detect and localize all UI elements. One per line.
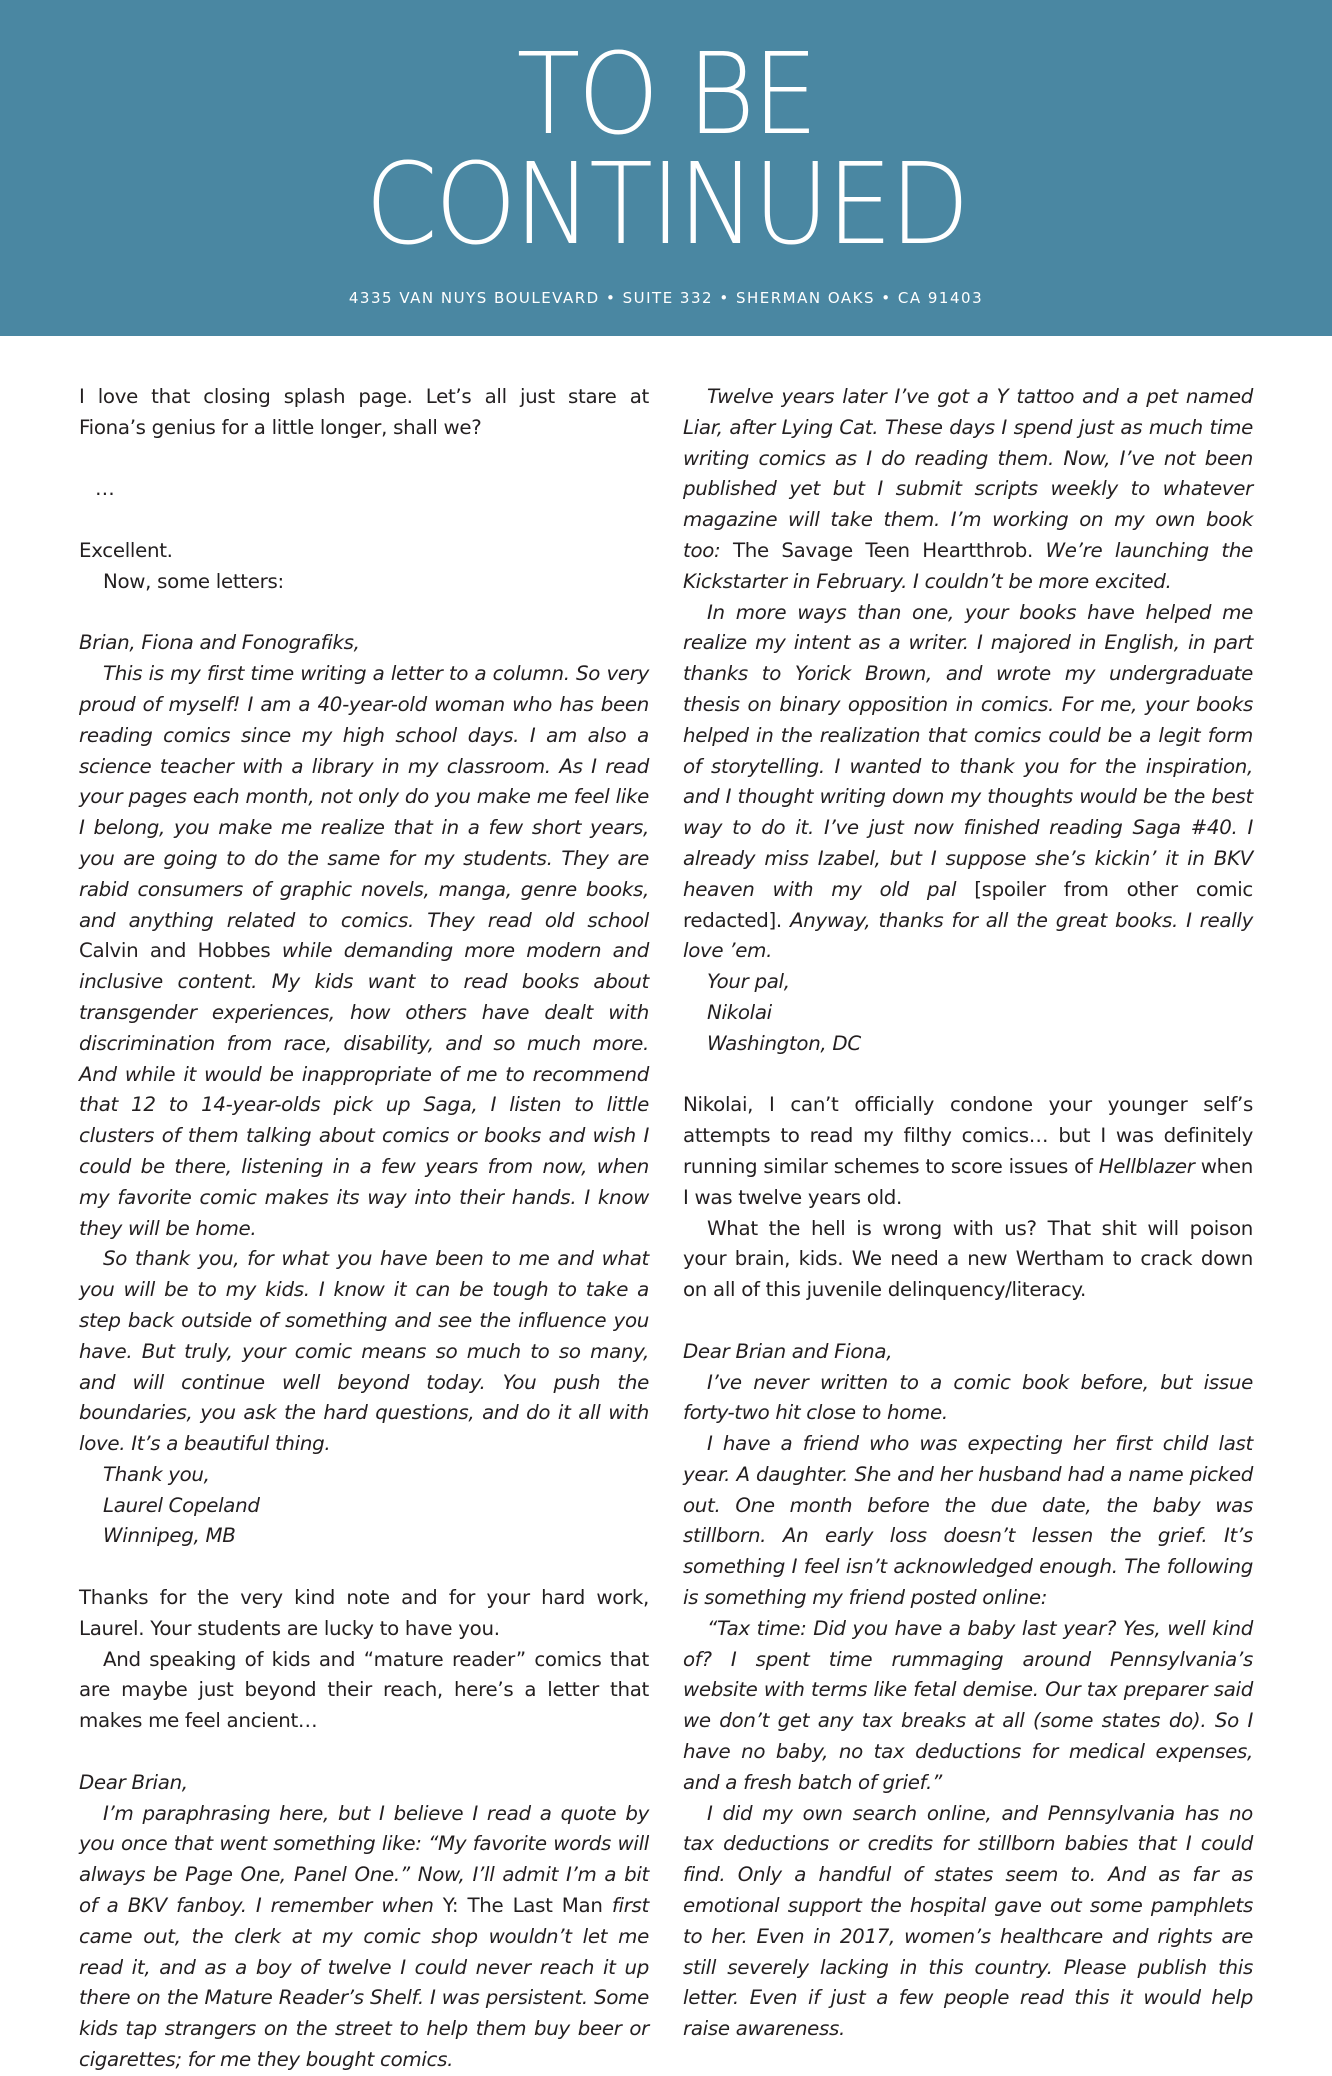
letter1-signoff: Thank you, bbox=[103, 1462, 210, 1486]
letter3-paragraph-2: I have a friend who was expecting her first child last year. A daughter. She and her husband had a name picked out. One month before the due date, the baby was stillborn. An early loss doesn’t lessen the grief. It’s something I feel isn’t acknowledged enough. The following is something my friend posted online: bbox=[683, 1432, 1253, 1610]
letter2-location: Washington, DC bbox=[707, 1031, 861, 1055]
ellipsis-pause: … bbox=[95, 477, 115, 501]
mailing-address: 4335 VAN NUYS BOULEVARD • SUITE 332 • SHERMAN OAKS • CA 91403 bbox=[348, 289, 984, 307]
letter2-signoff: Your pal, bbox=[707, 970, 790, 994]
excellent-line: Excellent. bbox=[79, 538, 173, 562]
letter2-salutation: Dear Brian, bbox=[79, 1770, 188, 1794]
letter3-paragraph-3: I did my own search online, and Pennsylvania has no tax deductions or credits for stillborn babies that I could find. Only a handful of states seem to. And as far as emotional support the hospital gave out some pamphlets to her. Even in 2017, women’s healthcare and rights are still severely lacking in this country. Please publish this letter. Even if just a few people read this it would help raise awareness. bbox=[683, 1801, 1253, 2041]
page-title bbox=[47, 30, 1286, 270]
letter1-salutation: Brian, Fiona and Fonografiks, bbox=[79, 631, 360, 655]
letter2-author: Nikolai bbox=[707, 1000, 772, 1024]
letter1-author: Laurel Copeland bbox=[103, 1493, 260, 1517]
letter2-paragraph-3: In more ways than one, your books have helped me realize my intent as a writer. I majored in English, in part thanks to Yorick Brown, and wrote my undergraduate thesis on binary opposition in comics. For me, your books helped in the realization that comics could be a legit form of storytelling. I wanted to thank you for the inspiration, and I thought writing down my thoughts would be the best way to do it. I’ve just now finished reading Saga #40. I already miss Izabel, but I suppose she’s kickin’ it in BKV heaven with my old pal [spoiler from other comic redacted]. Anyway, thanks for all the great books. I really love ’em. bbox=[683, 600, 1253, 963]
reply2-paragraph-1: Nikolai, I can’t officially condone your younger self’s attempts to read my filthy comics… but I was definitely running similar schemes to score issues of Hellblazer when I was twelve years old. bbox=[683, 1093, 1253, 1209]
reply2-paragraph-2: What the hell is wrong with us? That shit will poison your brain, kids. We need a new Wertham to crack down on all of this juvenile delinquency/literacy. bbox=[683, 1216, 1253, 1302]
header-banner bbox=[0, 0, 1332, 336]
letter2-paragraph-1: I’m paraphrasing here, but I believe I read a quote by you once that went something like: “My favorite words will always be Page One, Panel One.” Now, I’ll admit I’m a bit of a BKV fanboy. I remember when Y: The Last Man first came out, the clerk at my comic shop wouldn’t let me read it, and as a boy of twelve I could never reach it up there on the Mature Reader’s Shelf. I was persistent. Some kids tap strangers on the street to help them buy beer or cigarettes; for me they bought comics. bbox=[79, 1801, 649, 2072]
now-letters-line: Now, some letters: bbox=[103, 569, 284, 593]
letter1-location: Winnipeg, MB bbox=[103, 1524, 236, 1548]
intro-paragraph: I love that closing splash page. Let’s all just stare at Fiona’s genius for a little longer, shall we? bbox=[79, 385, 649, 439]
letter3-salutation: Dear Brian and Fiona, bbox=[683, 1339, 893, 1363]
letter3-paragraph-1: I’ve never written to a comic book before, but issue forty-two hit close to home. bbox=[683, 1370, 1253, 1425]
page-title-line-2: CONTINUED bbox=[364, 140, 968, 270]
letter3-quote: “Tax time: Did you have a baby last year? Yes, well kind of? I spent time rummaging around Pennsylvania’s website with terms like fetal demise. Our tax preparer said we don’t get any tax breaks at all (some states do). So I have no baby, no tax deductions for medical expenses, and a fresh batch of grief.” bbox=[683, 1616, 1253, 1794]
letter2-paragraph-2: Twelve years later I’ve got a Y tattoo and a pet named Liar, after Lying Cat. These days I spend just as much time writing comics as I do reading them. Now, I’ve not been published yet but I submit scripts weekly to whatever magazine will take them. I’m working on my own book too: The Savage Teen Heartthrob. We’re launching the Kickstarter in February. I couldn’t be more excited. bbox=[683, 385, 1253, 593]
left-column bbox=[79, 382, 649, 2076]
letter1-paragraph-1: This is my first time writing a letter to a column. So very proud of myself! I am a 40-year-old woman who has been reading comics since my high school days. I am also a science teacher with a library in my classroom. As I read your pages each month, not only do you make me feel like I belong, you make me realize that in a few short years, you are going to do the same for my students. They are rabid consumers of graphic novels, manga, genre books, and anything related to comics. They read old school Calvin and Hobbes while demanding more modern and inclusive content. My kids want to read books about transgender experiences, how others have dealt with discrimination from race, disability, and so much more. And while it would be inappropriate of me to recommend that 12 to 14-year-olds pick up Saga, I listen to little clusters of them talking about comics or books and wish I could be there, listening in a few years from now, when my favorite comic makes its way into their hands. I know they will be home. bbox=[79, 662, 649, 1240]
reply1-paragraph-1: Thanks for the very kind note and for your hard work, Laurel. Your students are lucky to have you. bbox=[79, 1586, 649, 1640]
letter1-paragraph-2: So thank you, for what you have been to me and what you will be to my kids. I know it can be tough to take a step back outside of something and see the influence you have. But truly, your comic means so much to so many, and will continue well beyond today. You push the boundaries, you ask the hard questions, and do it all with love. It’s a beautiful thing. bbox=[79, 1247, 649, 1456]
reply1-paragraph-2: And speaking of kids and “mature reader” comics that are maybe just beyond their reach, here’s a letter that makes me feel ancient… bbox=[79, 1647, 649, 1733]
page-title-line-1: TO BE bbox=[516, 30, 816, 160]
right-column bbox=[683, 382, 1253, 2045]
